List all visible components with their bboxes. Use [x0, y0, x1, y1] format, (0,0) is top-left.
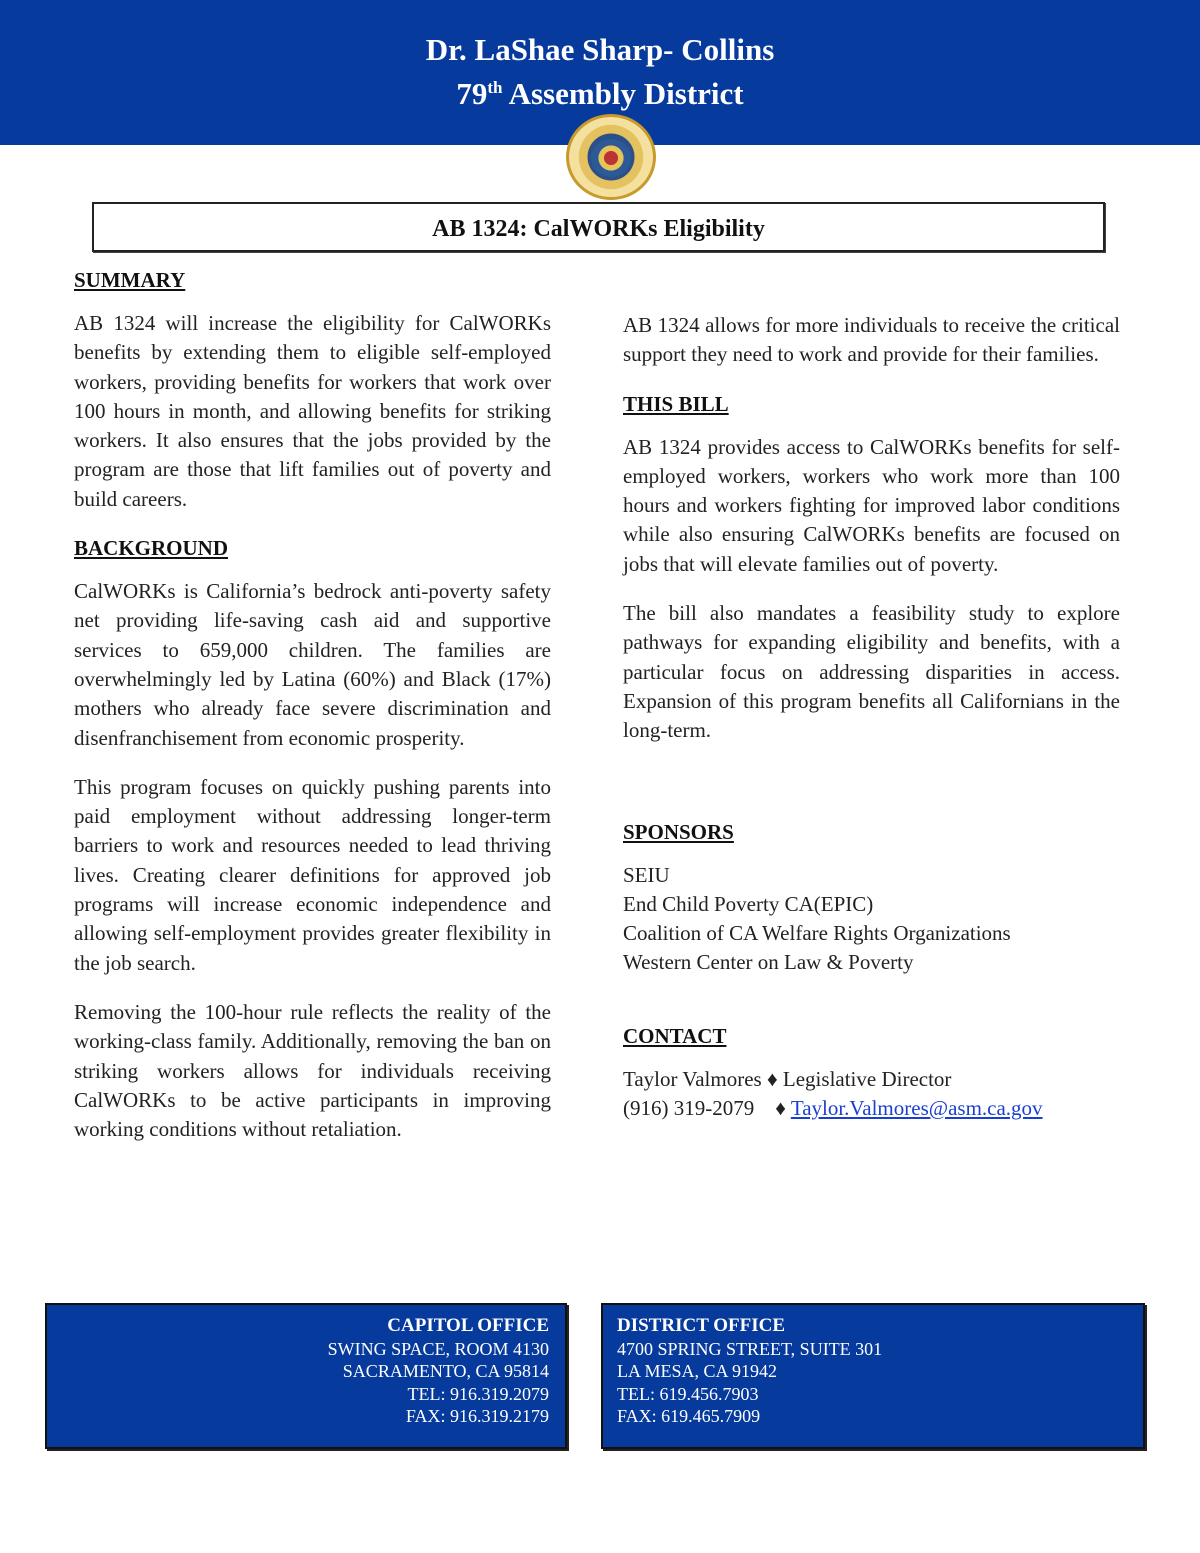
this-bill-heading: THIS BILL: [623, 391, 729, 416]
summary-heading: SUMMARY: [74, 268, 186, 292]
sponsor-item: Western Center on Law & Poverty: [623, 950, 914, 975]
bill-paragraph: AB 1324 provides access to CalWORKs benefits for self-employed workers, workers who work more than 100 hours and workers fighting for improved labor conditions while also ensuring CalWORKs benefits are focused on jobs that will elevate families out of poverty.: [623, 434, 1120, 576]
assembly-seal-icon: [566, 114, 656, 200]
contact-block: [623, 1065, 1120, 1124]
summary-text: AB 1324 will increase the eligibility for CalWORKs benefits by extending them to eligible self-employed workers, providing benefits for workers that work over 100 hours in month, and allowing benefits for striking workers. It also ensures that the jobs provided by the program are those that lift families out of poverty and build careers.: [74, 311, 551, 511]
intro-text: AB 1324 allows for more individuals to receive the critical support they need to work and provide for their families.: [623, 313, 1120, 367]
background-paragraph: CalWORKs is California’s bedrock anti-poverty safety net providing life-saving cash aid and supportive services to 659,000 children. The families are overwhelmingly led by Latina (60%) and Black (17%) mothers who already face severe discrimination and disenfranchisement from economic prosperity.: [74, 579, 551, 750]
district-number: 79: [456, 76, 488, 111]
district-office-line: FAX: 619.465.7909: [617, 1406, 761, 1427]
capitol-office-box: [45, 1303, 567, 1449]
capitol-office-line: FAX: 916.319.2179: [405, 1406, 549, 1427]
contact-heading: CONTACT: [623, 1023, 727, 1048]
background-heading: BACKGROUND: [74, 536, 229, 561]
right-column: [623, 311, 1120, 1123]
district-suffix: th: [487, 78, 503, 97]
left-column: [74, 266, 551, 1164]
sponsor-item: SEIU: [623, 862, 670, 887]
member-name: Dr. LaShae Sharp- Collins: [425, 32, 775, 67]
district-office-heading: DISTRICT OFFICE: [617, 1315, 786, 1336]
background-paragraph: Removing the 100-hour rule reflects the reality of the working-class family. Additionally, removing the ban on striking workers allows for individuals receiving CalWORKs to be active participants in improving working conditions without retaliation.: [74, 999, 551, 1142]
sponsors-heading: SPONSORS: [623, 819, 734, 844]
capitol-office-line: SWING SPACE, ROOM 4130: [327, 1338, 549, 1359]
contact-separator: ♦: [775, 1096, 786, 1121]
district-office-box: [601, 1303, 1145, 1449]
contact-email-link[interactable]: Taylor.Valmores@asm.ca.gov: [790, 1096, 1043, 1121]
contact-name: Taylor Valmores ♦ Legislative Director: [623, 1066, 952, 1091]
bill-paragraph: The bill also mandates a feasibility study to explore pathways for expanding eligibility and benefits, with a particular focus on addressing disparities in access. Expansion of this program benefits all Californians in the long-term.: [623, 601, 1120, 743]
sponsor-item: End Child Poverty CA(EPIC): [623, 891, 874, 916]
background-paragraph: This program focuses on quickly pushing parents into paid employment without addressing longer-term barriers to work and resources needed to lead thriving lives. Creating clearer definitions for approved job programs will increase economic independence and allowing self-employment provides greater flexibility in the job search.: [74, 774, 551, 975]
district-office-line: LA MESA, CA 91942: [617, 1361, 778, 1382]
district-title: [0, 76, 1200, 112]
capitol-office-line: SACRAMENTO, CA 95814: [342, 1361, 549, 1382]
sponsors-list: [623, 861, 1120, 978]
district-office-line: 4700 SPRING STREET, SUITE 301: [617, 1338, 883, 1359]
capitol-office-line: TEL: 916.319.2079: [407, 1383, 549, 1404]
district-office-line: TEL: 619.456.7903: [617, 1383, 759, 1404]
bill-title: AB 1324: CalWORKs Eligibility: [92, 202, 1105, 252]
capitol-office-heading: CAPITOL OFFICE: [387, 1315, 549, 1336]
contact-phone: (916) 319-2079: [623, 1096, 755, 1121]
sponsor-item: Coalition of CA Welfare Rights Organizations: [623, 921, 1011, 946]
district-label: Assembly District: [508, 76, 744, 111]
